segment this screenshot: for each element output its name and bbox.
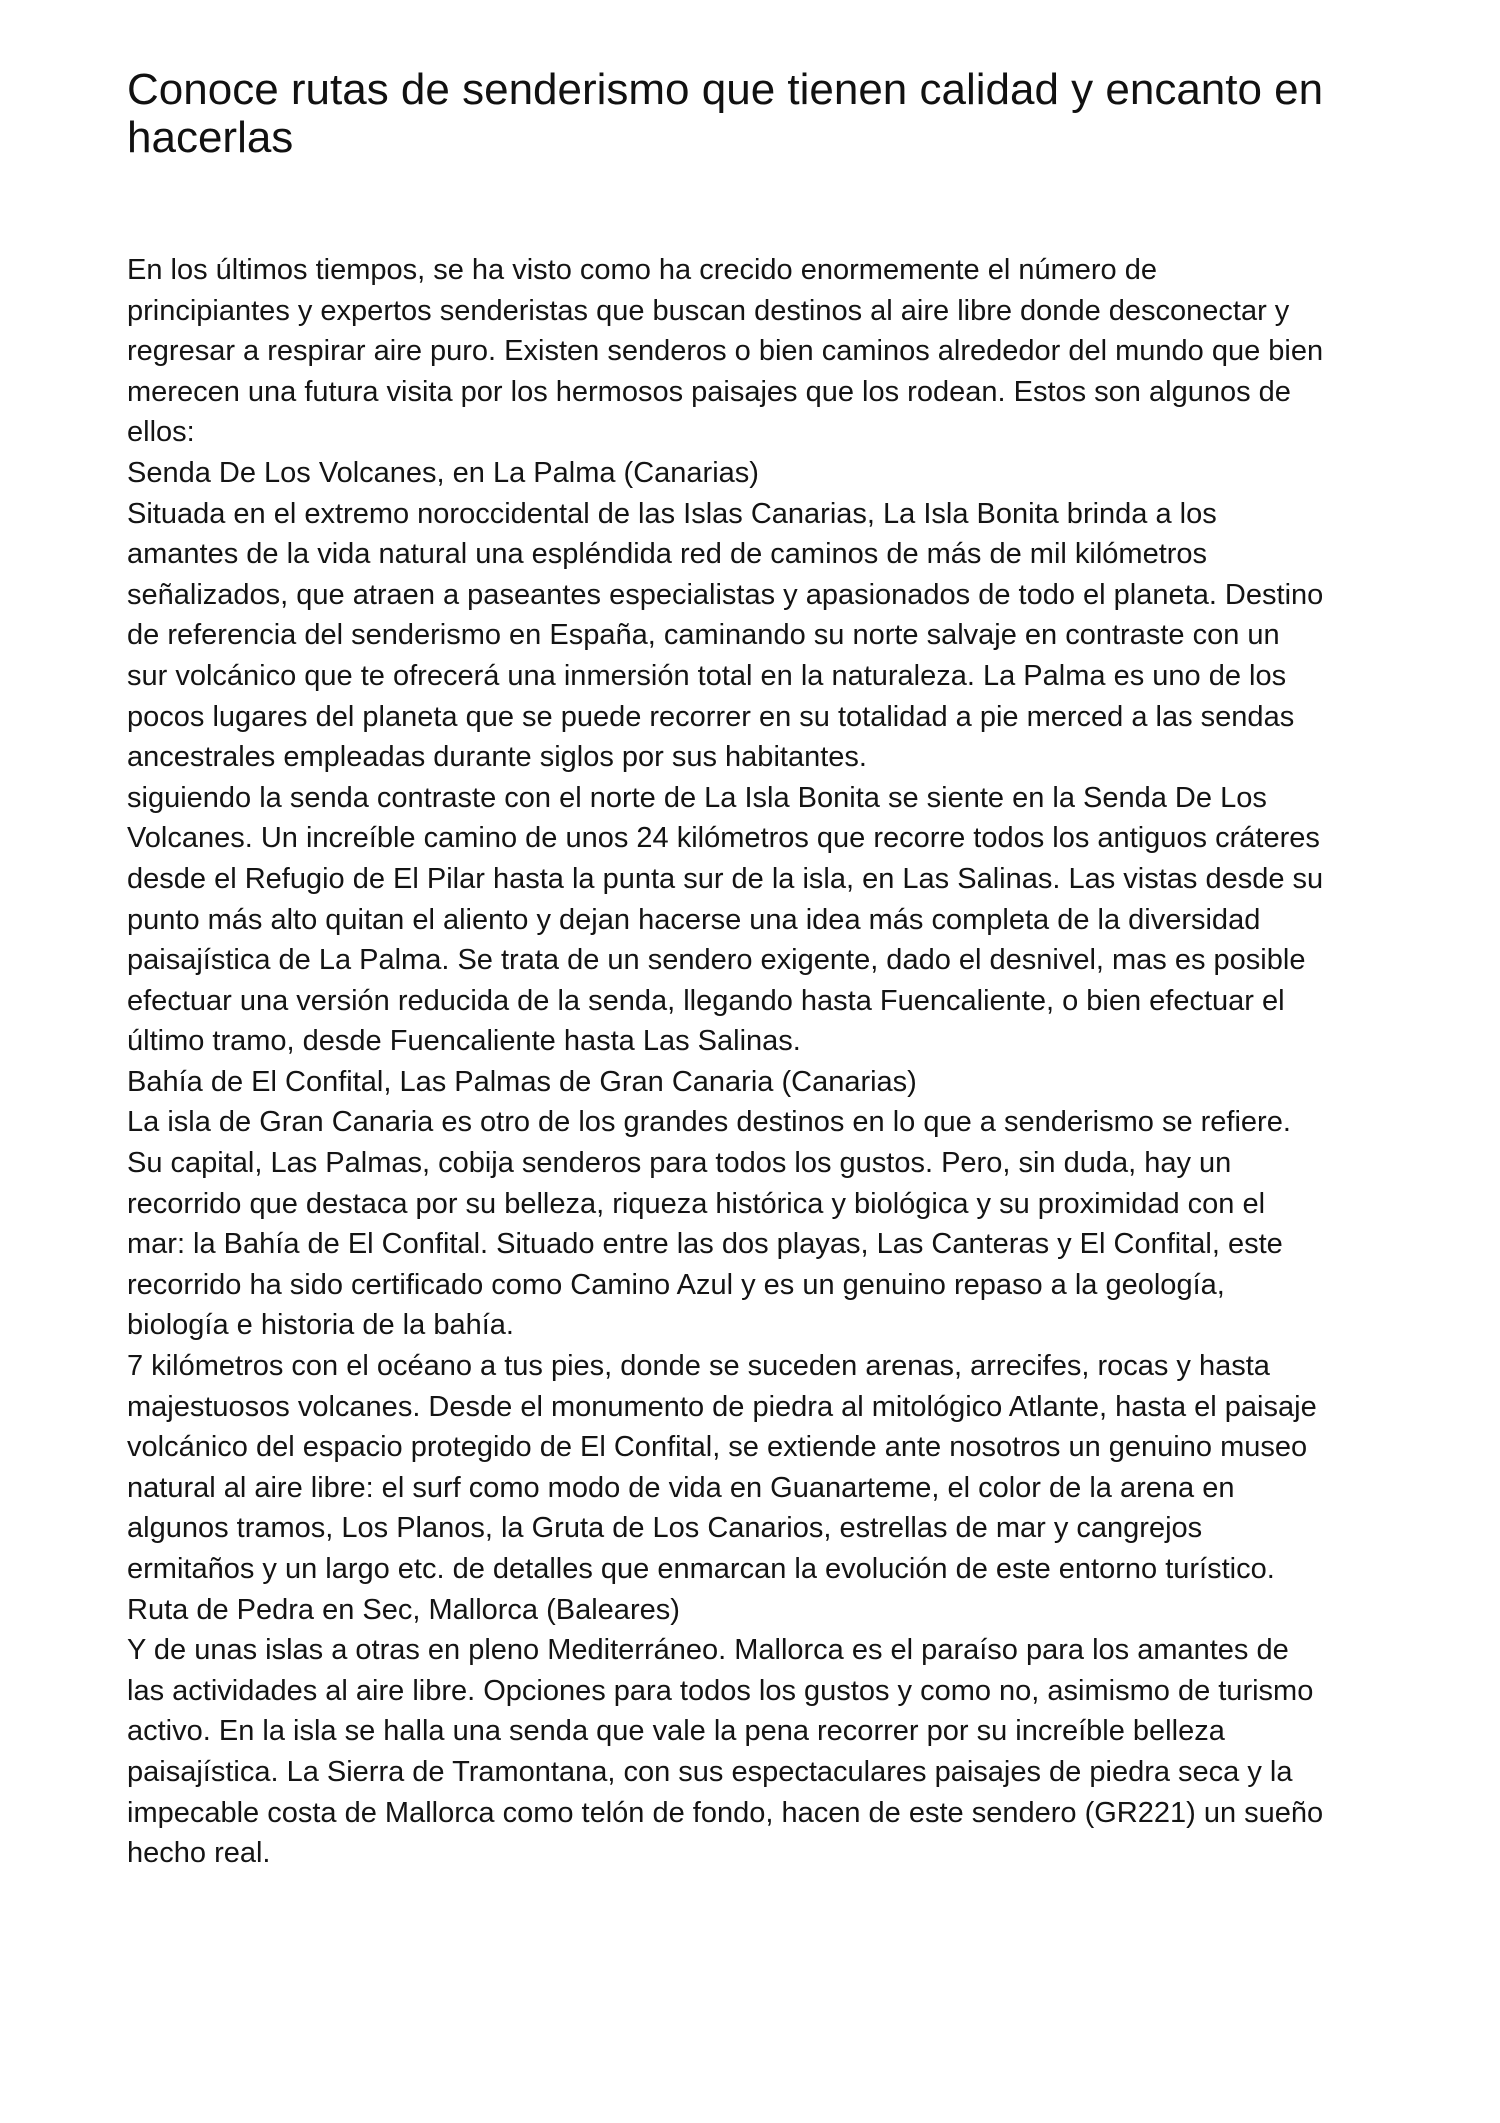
body-line: de referencia del senderismo en España, caminando su norte salvaje en contraste con un bbox=[127, 619, 1280, 652]
body-line: amantes de la vida natural una espléndida red de caminos de más de mil kilómetros bbox=[127, 538, 1208, 571]
body-line: activo. En la isla se halla una senda que vale la pena recorrer por su increíble belleza bbox=[127, 1715, 1225, 1748]
body-line: Situada en el extremo noroccidental de las Islas Canarias, La Isla Bonita brinda a los bbox=[127, 497, 1217, 530]
body-line: merecen una futura visita por los hermosos paisajes que los rodean. Estos son algunos de bbox=[127, 375, 1291, 408]
document-body bbox=[127, 250, 1407, 1874]
body-line: ellos: bbox=[127, 416, 195, 449]
body-line: Volcanes. Un increíble camino de unos 24 kilómetros que recorre todos los antiguos cráteres bbox=[127, 822, 1320, 855]
body-line: 7 kilómetros con el océano a tus pies, donde se suceden arenas, arrecifes, rocas y hasta bbox=[127, 1350, 1270, 1383]
body-line: hecho real. bbox=[127, 1837, 271, 1870]
body-line: recorrido que destaca por su belleza, riqueza histórica y biológica y su proximidad con el bbox=[127, 1187, 1266, 1220]
section-heading-ruta-pedra-sec: Ruta de Pedra en Sec, Mallorca (Baleares) bbox=[127, 1593, 680, 1626]
body-line: La isla de Gran Canaria es otro de los grandes destinos en lo que a senderismo se refiere. bbox=[127, 1106, 1291, 1139]
document-title bbox=[127, 66, 1417, 162]
body-line: sur volcánico que te ofrecerá una inmersión total en la naturaleza. La Palma es uno de los bbox=[127, 659, 1287, 692]
body-line: paisajística de La Palma. Se trata de un sendero exigente, dado el desnivel, mas es posible bbox=[127, 944, 1306, 977]
body-line: impecable costa de Mallorca como telón de fondo, hacen de este sendero (GR221) un sueño bbox=[127, 1796, 1324, 1829]
body-line: punto más alto quitan el aliento y dejan hacerse una idea más completa de la diversidad bbox=[127, 903, 1261, 936]
body-line: Y de unas islas a otras en pleno Mediterráneo. Mallorca es el paraíso para los amantes de bbox=[127, 1634, 1289, 1667]
body-line: pocos lugares del planeta que se puede recorrer en su totalidad a pie merced a las sendas bbox=[127, 700, 1295, 733]
document-title-line: Conoce rutas de senderismo que tienen calidad y encanto en bbox=[127, 65, 1324, 114]
body-line: desde el Refugio de El Pilar hasta la punta sur de la isla, en Las Salinas. Las vistas desde su bbox=[127, 862, 1324, 895]
body-line: último tramo, desde Fuencaliente hasta Las Salinas. bbox=[127, 1025, 801, 1058]
document-title-line: hacerlas bbox=[127, 113, 294, 162]
body-line: algunos tramos, Los Planos, la Gruta de Los Canarios, estrellas de mar y cangrejos bbox=[127, 1512, 1203, 1545]
body-line: principiantes y expertos senderistas que buscan destinos al aire libre donde desconectar y bbox=[127, 294, 1290, 327]
section-heading-senda-volcanes: Senda De Los Volcanes, en La Palma (Canarias) bbox=[127, 456, 759, 489]
body-line: ermitaños y un largo etc. de detalles que enmarcan la evolución de este entorno turístico. bbox=[127, 1553, 1275, 1585]
body-line: siguiendo la senda contraste con el norte de La Isla Bonita se siente en la Senda De Los bbox=[127, 781, 1267, 814]
body-line: En los últimos tiempos, se ha visto como ha crecido enormemente el número de bbox=[127, 254, 1157, 286]
section-heading-bahia-confital: Bahía de El Confital, Las Palmas de Gran Canaria (Canarias) bbox=[127, 1065, 917, 1098]
body-line: señalizados, que atraen a paseantes especialistas y apasionados de todo el planeta. Destino bbox=[127, 578, 1324, 611]
body-line: mar: la Bahía de El Confital. Situado entre las dos playas, Las Canteras y El Confital, este bbox=[127, 1228, 1283, 1261]
body-line: regresar a respirar aire puro. Existen senderos o bien caminos alrededor del mundo que bien bbox=[127, 335, 1324, 368]
body-line: efectuar una versión reducida de la senda, llegando hasta Fuencaliente, o bien efectuar el bbox=[127, 984, 1285, 1017]
body-line: biología e historia de la bahía. bbox=[127, 1309, 514, 1342]
body-line: majestuosos volcanes. Desde el monumento de piedra al mitológico Atlante, hasta el paisaje bbox=[127, 1390, 1317, 1423]
body-line: las actividades al aire libre. Opciones para todos los gustos y como no, asimismo de turismo bbox=[127, 1674, 1314, 1707]
body-line: paisajística. La Sierra de Tramontana, con sus espectaculares paisajes de piedra seca y la bbox=[127, 1755, 1293, 1788]
body-line: Su capital, Las Palmas, cobija senderos para todos los gustos. Pero, sin duda, hay un bbox=[127, 1147, 1232, 1180]
body-line: ancestrales empleadas durante siglos por sus habitantes. bbox=[127, 741, 867, 774]
body-line: volcánico del espacio protegido de El Confital, se extiende ante nosotros un genuino museo bbox=[127, 1431, 1308, 1464]
body-line: recorrido ha sido certificado como Camino Azul y es un genuino repaso a la geología, bbox=[127, 1268, 1225, 1301]
body-line: natural al aire libre: el surf como modo de vida en Guanarteme, el color de la arena en bbox=[127, 1471, 1235, 1504]
